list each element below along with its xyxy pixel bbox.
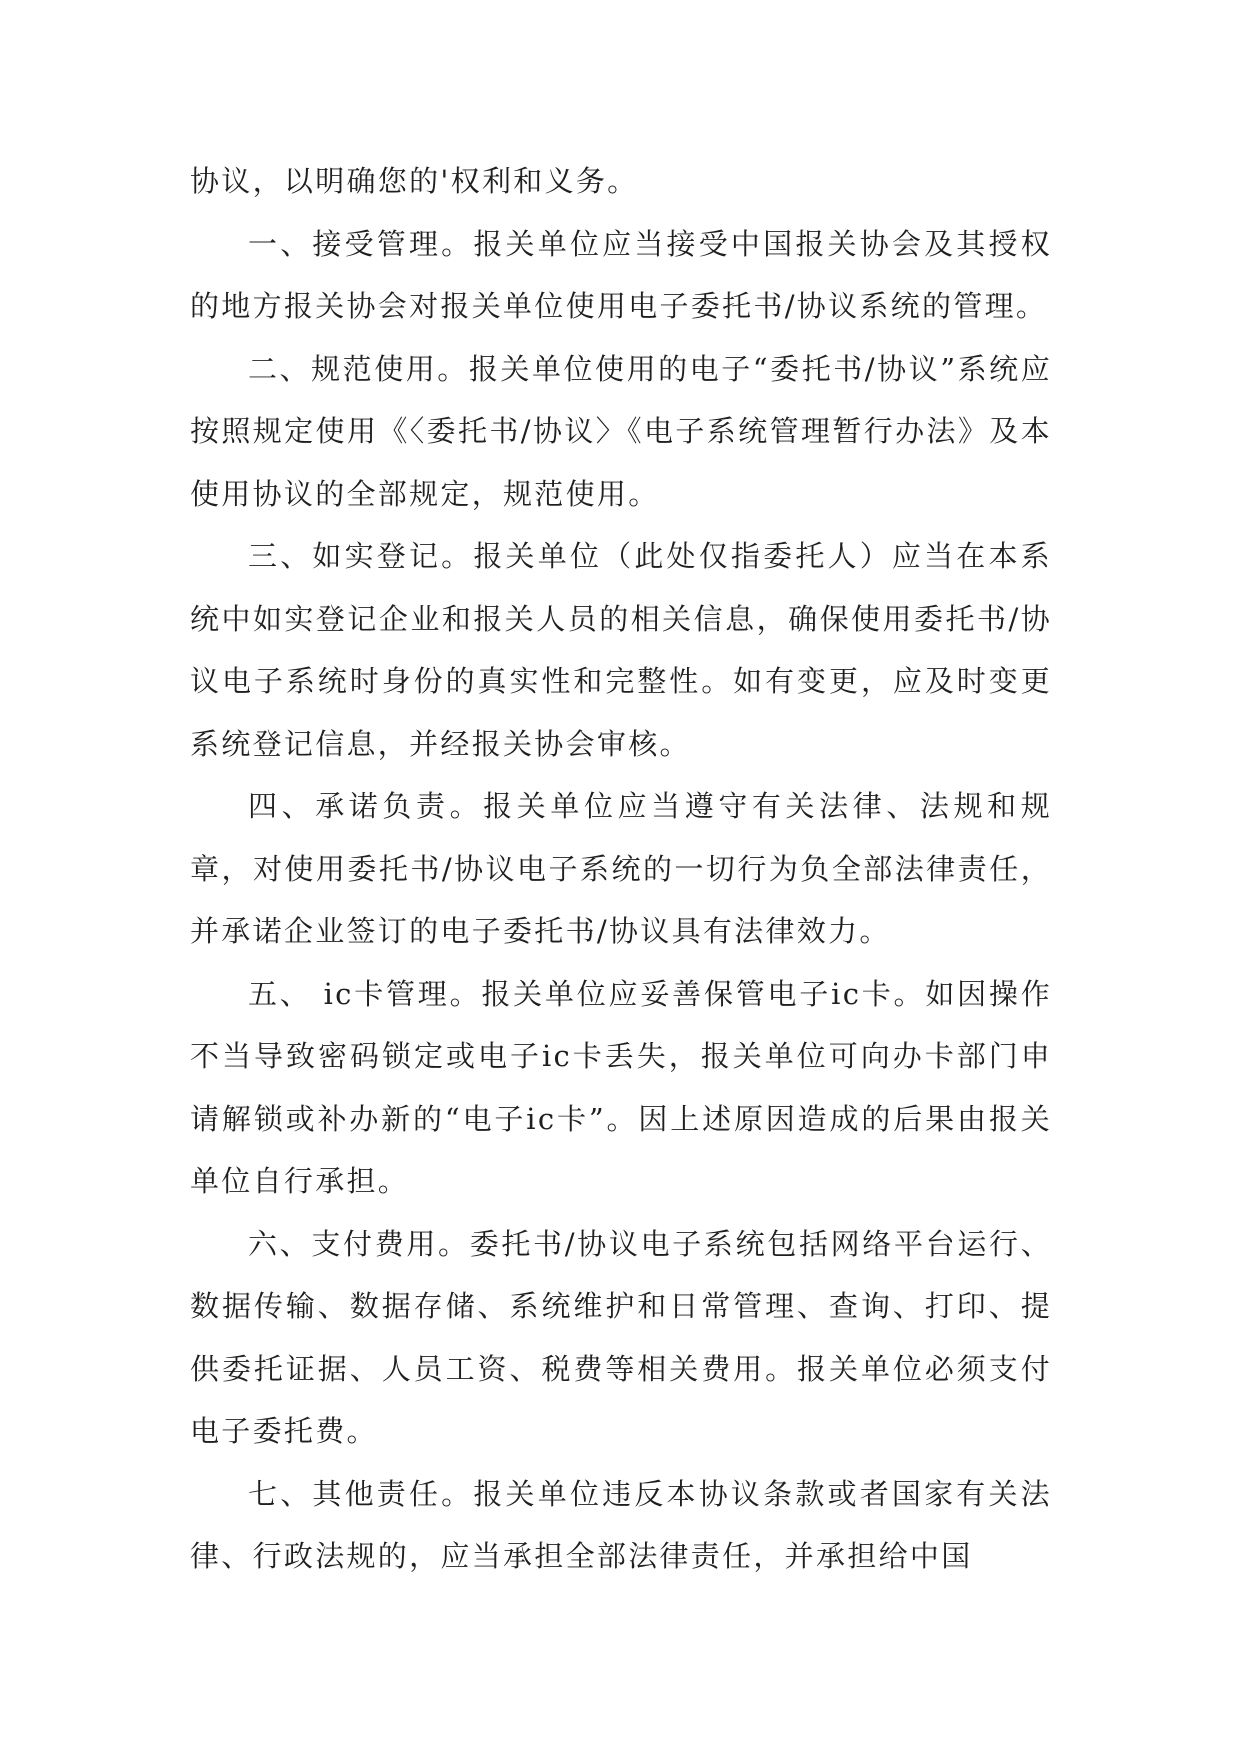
paragraph-clause-2: 二、规范使用。报关单位使用的电子“委托书/协议”系统应按照规定使用《〈委托书/协议〉《电子系统管理暂行办法》及本使用协议的全部规定，规范使用。 [190, 351, 1052, 511]
paragraph-continued: 协议，以明确您的'权利和义务。 [190, 164, 639, 198]
paragraph-clause-4: 四、承诺负责。报关单位应当遵守有关法律、法规和规章，对使用委托书/协议电子系统的一切行为负全部法律责任，并承诺企业签订的电子委托书/协议具有法律效力。 [190, 789, 1052, 948]
paragraph-clause-5: 五、 ic卡管理。报关单位应妥善保管电子ic卡。如因操作不当导致密码锁定或电子ic卡丢失，报关单位可向办卡部门申请解锁或补办新的“电子ic卡”。因上述原因造成的后果由报关单位自行承担。 [190, 976, 1052, 1198]
paragraph-clause-7: 七、其他责任。报关单位违反本协议条款或者国家有关法律、行政法规的，应当承担全部法律责任，并承担给中国 [190, 1476, 1052, 1573]
paragraph-clause-6: 六、支付费用。委托书/协议电子系统包括网络平台运行、数据传输、数据存储、系统维护和日常管理、查询、打印、提供委托证据、人员工资、税费等相关费用。报关单位必须支付电子委托费。 [190, 1226, 1052, 1448]
paragraph-clause-1: 一、接受管理。报关单位应当接受中国报关协会及其授权的地方报关协会对报关单位使用电子委托书/协议系统的管理。 [190, 226, 1052, 323]
document-body [190, 150, 1052, 1588]
paragraph-clause-3: 三、如实登记。报关单位（此处仅指委托人）应当在本系统中如实登记企业和报关人员的相关信息，确保使用委托书/协议电子系统时身份的真实性和完整性。如有变更，应及时变更系统登记信息，并经报关协会审核。 [190, 539, 1052, 761]
